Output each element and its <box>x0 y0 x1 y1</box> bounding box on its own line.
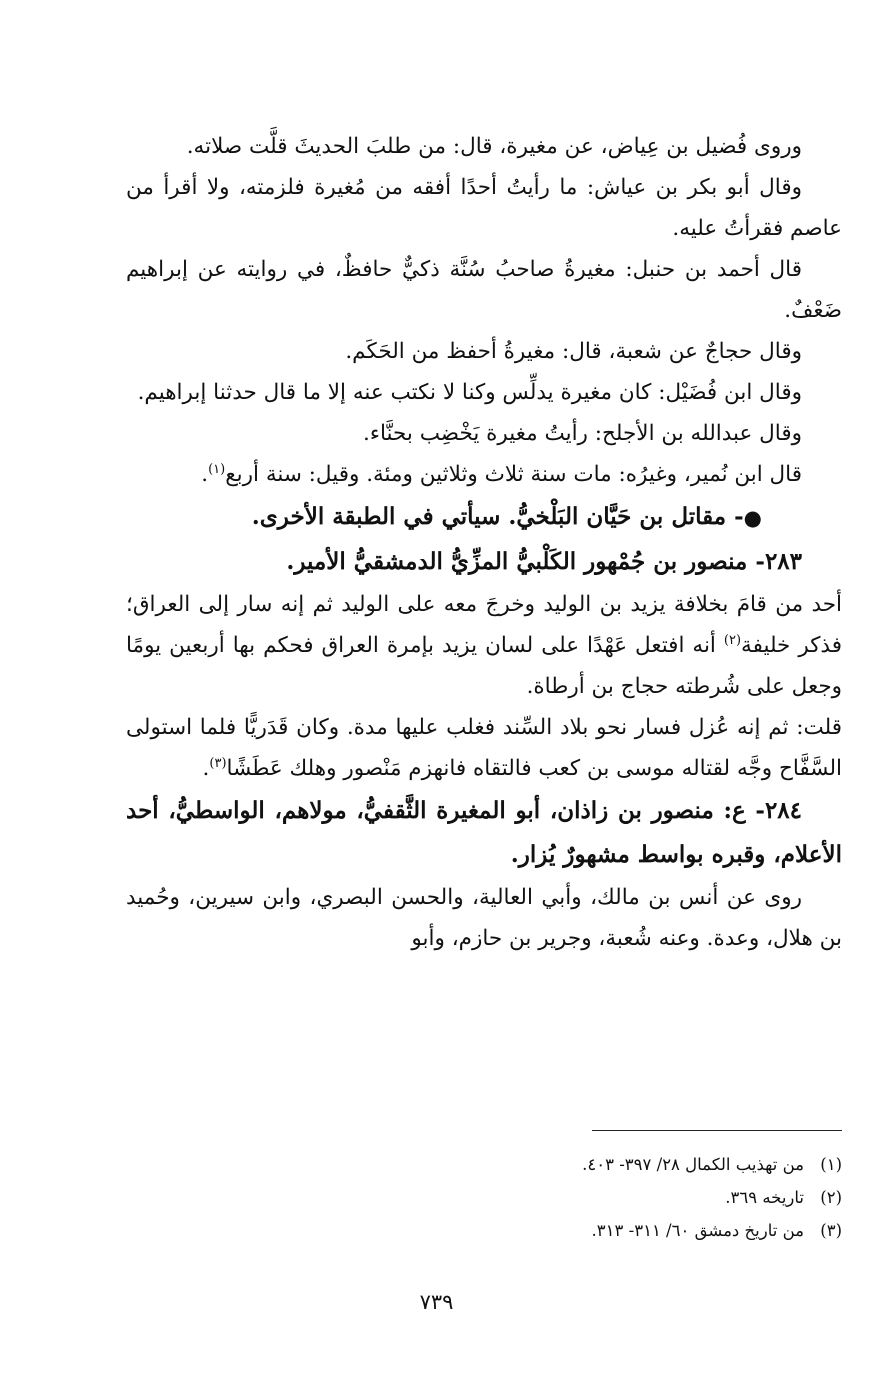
footnote-3-text: من تاريخ دمشق ٦٠/ ٣١١- ٣١٣. <box>591 1221 804 1240</box>
paragraph-abu-bakr: وقال أبو بكر بن عياش: ما رأيتُ أحدًا أفقه من مُغيرة فلزمته، ولا أقرأ من عاصم فقرأتُ عليه. <box>126 175 842 241</box>
entry-muqatil <box>126 495 842 540</box>
entry-284-paragraph-1: روى عن أنس بن مالك، وأبي العالية، والحسن البصري، وابن سيرين، وحُميد بن هلال، وعدة. وعنه شُعبة، وجرير بن حازم، وأبو <box>126 885 842 951</box>
entry-283-p2-a: قلت: ثم إنه عُزل فسار نحو بلاد السِّند فغلب عليها مدة. وكان قَدَريًّا فلما استولى السَّفَّاح وجَّه لقتاله موسى بن كعب فالتقاه فانهزم مَنْصور وهلك عَطَشًا <box>126 715 842 781</box>
footnote-ref-1: (١) <box>208 461 226 477</box>
footnote-1-number: (١) <box>820 1155 842 1174</box>
entry-283-p2-end: . <box>202 756 210 781</box>
paragraph-hajjaj: وقال حجاجٌ عن شعبة، قال: مغيرةُ أحفظ من الحَكَم. <box>345 339 802 364</box>
entry-283-heading: ٢٨٣- منصور بن جُمْهور الكَلْبيُّ المزِّيُّ الدمشقيُّ الأمير. <box>286 548 802 575</box>
paragraph-ibn-fudayl: وقال ابن فُضَيْل: كان مغيرة يدلِّس وكنا لا نكتب عنه إلا ما قال حدثنا إبراهيم. <box>137 380 802 405</box>
footnotes <box>126 1148 842 1247</box>
footnote-2 <box>126 1181 842 1214</box>
footnote-ref-2: (٢) <box>723 632 742 648</box>
paragraph-fudayl: وروى فُضيل بن عِياض، عن مغيرة، قال: من طلبَ الحديثَ قلَّت صلاته. <box>186 134 802 159</box>
paragraph-ibn-numayr-text: قال ابن نُمير، وغيرُه: مات سنة ثلاث وثلاثين ومئة. وقيل: سنة أربع <box>225 462 802 487</box>
entry-284-heading: ٢٨٤- ع: منصور بن زاذان، أبو المغيرة الثَّقفيُّ، مولاهم، الواسطيُّ، أحد الأعلام، وقبره بواسط مشهورٌ يُزار. <box>126 797 842 868</box>
entry-283-p1-a: أحد من قامَ بخلافة يزيد بن الوليد وخرجَ معه على الوليد ثم إنه سار إلى العراق؛ فذكر خليفة <box>126 592 842 658</box>
entry-283-paragraph-2 <box>126 707 842 789</box>
entry-283-paragraph-1 <box>126 584 842 707</box>
main-text <box>126 126 842 959</box>
paragraph-ibn-numayr-end: . <box>201 462 209 487</box>
page-number: ٧٣٩ <box>419 1290 454 1314</box>
footnote-3 <box>126 1214 842 1247</box>
entry-283-p1-b: أنه افتعل عَهْدًا على لسان يزيد بإمرة العراق فحكم بها أربعين يومًا وجعل على شُرطته حجاج بن أرطاة. <box>126 633 842 699</box>
bullet-icon: ● <box>743 505 762 530</box>
footnote-1 <box>126 1148 842 1181</box>
footnote-2-number: (٢) <box>820 1188 842 1207</box>
footnote-2-text: تاريخه ٣٦٩. <box>725 1188 804 1207</box>
footnote-divider <box>592 1130 842 1131</box>
entry-muqatil-text: - مقاتل بن حَيَّان البَلْخيُّ. سيأتي في الطبقة الأخرى. <box>251 503 744 530</box>
paragraph-abdullah: وقال عبدالله بن الأجلح: رأيتُ مغيرة يَخْضِب بحنَّاء. <box>363 421 802 446</box>
footnote-ref-3: (٣) <box>209 755 227 771</box>
paragraph-ahmad: قال أحمد بن حنبل: مغيرةُ صاحبُ سُنَّة ذكيٌّ حافظٌ، في روايته عن إبراهيم ضَعْفٌ. <box>126 257 842 323</box>
footnote-1-text: من تهذيب الكمال ٢٨/ ٣٩٧- ٤٠٣. <box>582 1155 804 1174</box>
paragraph-ibn-numayr <box>126 454 842 495</box>
footnote-3-number: (٣) <box>820 1221 842 1240</box>
